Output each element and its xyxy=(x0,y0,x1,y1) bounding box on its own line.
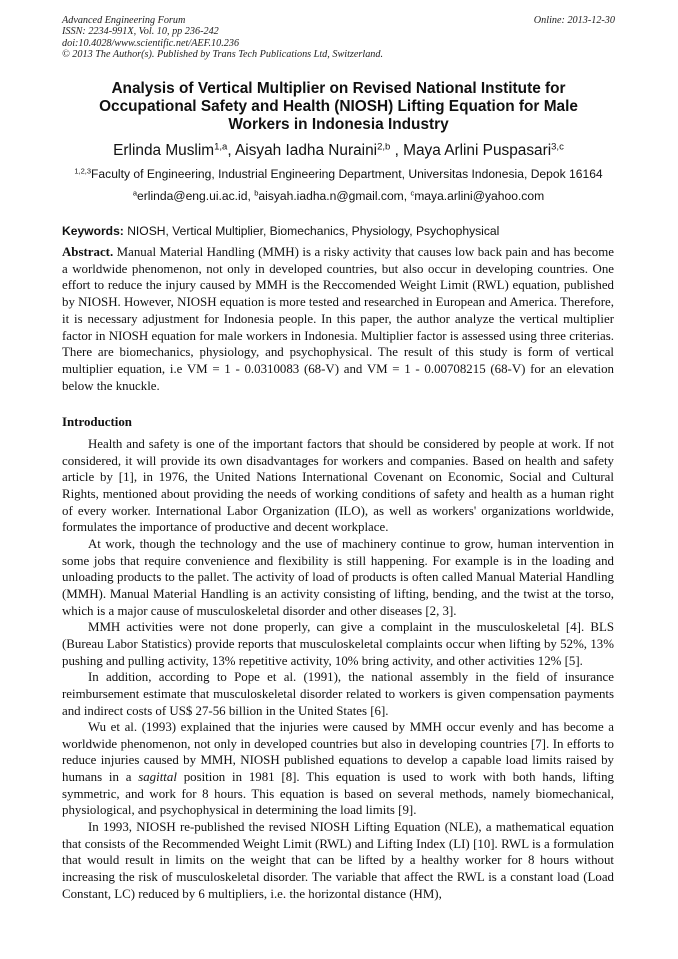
paragraph: In addition, according to Pope et al. (1991), the national assembly in the field of insurance reimbursement estimate that musculoskeletal disorder related to workers is given compensation payments and indirect costs of US$ 27-56 billion in the United States [6]. xyxy=(62,670,614,718)
email-link[interactable]: maya.arlini@yahoo.com xyxy=(414,189,545,203)
keywords-label: Keywords: xyxy=(62,224,124,238)
keywords-text: NIOSH, Vertical Multiplier, Biomechanics, Physiology, Psychophysical xyxy=(123,224,500,238)
paper-title xyxy=(62,80,615,134)
paragraph: MMH activities were not done properly, can give a complaint in the musculoskeletal [4]. BLS (Bureau Labor Statistics) provide reports that musculoskeletal complaints occur when lifting by 52%, 13% pushing and pulling activity, 13% repetitive activity, 10% bring activity, and other activities 12% [5]. xyxy=(62,620,614,668)
online-date: Online: 2013-12-30 xyxy=(533,15,615,26)
paragraph: Health and safety is one of the important factors that should be considered by people at work. If not considered, it will provide its own disadvantages for workers and companies. Based on health and safety article by [1], in 1976, the United Nations International Covenant on Economic, Social and Cultural Rights, mentioned about providing the needs of working conditions of safety and health as a human right of every worker. International Labor Organization (ILO), as well as workers' organizations worldwide, formulates the importance of productive and decent workplace. xyxy=(62,437,614,535)
affiliation-text: Faculty of Engineering, Industrial Engineering Department, Universitas Indonesia, Depok 16164 xyxy=(91,167,603,181)
title-line-3: Workers in Indonesia Industry xyxy=(228,116,449,133)
author-affiliation-marker: 2,b xyxy=(377,141,391,153)
author-affiliation-marker: 1,a xyxy=(214,141,228,153)
email-marker: c xyxy=(410,188,415,198)
italic-term: sagittal xyxy=(138,770,177,785)
section-heading-introduction: Introduction xyxy=(62,415,132,429)
paragraph: At work, though the technology and the use of machinery continue to grow, human intervention in some jobs that require convenience and flexibility is still happening. For example is in the loading and unloading products to the pallet. The activity of load of products is often called Manual Material Handling (MMH). Manual Material Handling is an activity consisting of lifting, bending, and the twist at the torso, which is a major cause of musculoskeletal disorder and other diseases [2, 3]. xyxy=(62,536,614,618)
author-separator: , xyxy=(227,142,236,159)
email-link[interactable]: erlinda@eng.ui.ac.id xyxy=(137,189,248,203)
paragraph-text: position in 1981 [8]. This equation is used to work with both hands, lifting symmetric, and work for 8 hours. This equation is based on several methods, namely biomechanical, physiological, and psychophysical in determining the load limits [9]. xyxy=(62,770,614,818)
abstract-label: Abstract. xyxy=(62,245,114,259)
keywords xyxy=(62,223,615,239)
copyright-line: © 2013 The Author(s). Published by Trans Tech Publications Ltd, Switzerland. xyxy=(62,48,384,60)
paragraph xyxy=(62,719,614,819)
email-marker: a xyxy=(132,188,137,198)
email-separator: , xyxy=(247,189,255,203)
author-name: Aisyah Iadha Nuraini xyxy=(235,142,378,159)
email-link[interactable]: aisyah.iadha.n@gmail.com xyxy=(258,189,404,203)
doi-line: doi:10.4028/www.scientific.net/AEF.10.236 xyxy=(62,37,240,49)
author-separator: , xyxy=(390,142,404,159)
author-emails xyxy=(62,188,615,204)
abstract xyxy=(62,244,614,394)
author-name: Maya Arlini Puspasari xyxy=(403,142,552,159)
title-line-1: Analysis of Vertical Multiplier on Revised National Institute for xyxy=(111,80,566,97)
author-affiliation-marker: 3,c xyxy=(551,141,564,153)
introduction-body xyxy=(62,436,614,902)
paragraph-text: Wu et al. (1993) explained that the injuries were caused by MMH occur evenly and has become a worldwide phenomenon, not only in developed countries but also in developing countries [7]. In efforts to reduce injuries caused by MMH, NIOSH published equations to develop a capable load limits raised by humans in a xyxy=(62,720,614,785)
author-list xyxy=(62,141,615,161)
author-name: Erlinda Muslim xyxy=(113,142,215,159)
issn-line: ISSN: 2234-991X, Vol. 10, pp 236-242 xyxy=(62,26,219,38)
abstract-text: Manual Material Handling (MMH) is a risky activity that causes low back pain and has become a worldwide phenomenon, not only in developed countries, but also occur in developing countries. One effort to reduce the injury caused by MMH is the Reccomended Weight Limit (RWL) equation, published by NIOSH. However, NIOSH equation is more tested and researched in European and America. Therefore, it is necessary adjustment for Indonesia people. In this paper, the author analyze the vertical multiplier factor in NIOSH equation for male workers in Indonesia. Multiplier factor is assessed using three criterias. There are biomechanics, physiology, and psychophysical. The result of this study is form of vertical multiplier equation, i.e VM = 1 - 0.0310083 (68-V) and VM = 1 - 0.00708215 (68-V) for an elevation below the knuckle. xyxy=(62,245,614,393)
email-marker: b xyxy=(254,188,259,198)
affiliation-marker: 1,2,3 xyxy=(74,166,92,176)
journal-header xyxy=(62,15,615,60)
title-line-2: Occupational Safety and Health (NIOSH) Lifting Equation for Male xyxy=(99,98,578,115)
email-separator: , xyxy=(403,189,411,203)
paragraph: In 1993, NIOSH re-published the revised NIOSH Lifting Equation (NLE), a mathematical equation that consists of the Recommended Weight Limit (RWL) and Lifting Index (LI) [10]. RWL is a formulation that would result in limits on the weight that can be lifted by a healthy worker for 8 hours without increasing the risk of musculoskeletal disorder. The variable that affect the RWL is a constant load (Load Constant, LC) reduced by 6 multipliers, i.e. the horizontal distance (HM), xyxy=(62,820,614,901)
journal-name: Advanced Engineering Forum xyxy=(62,15,186,26)
affiliation xyxy=(62,166,615,182)
